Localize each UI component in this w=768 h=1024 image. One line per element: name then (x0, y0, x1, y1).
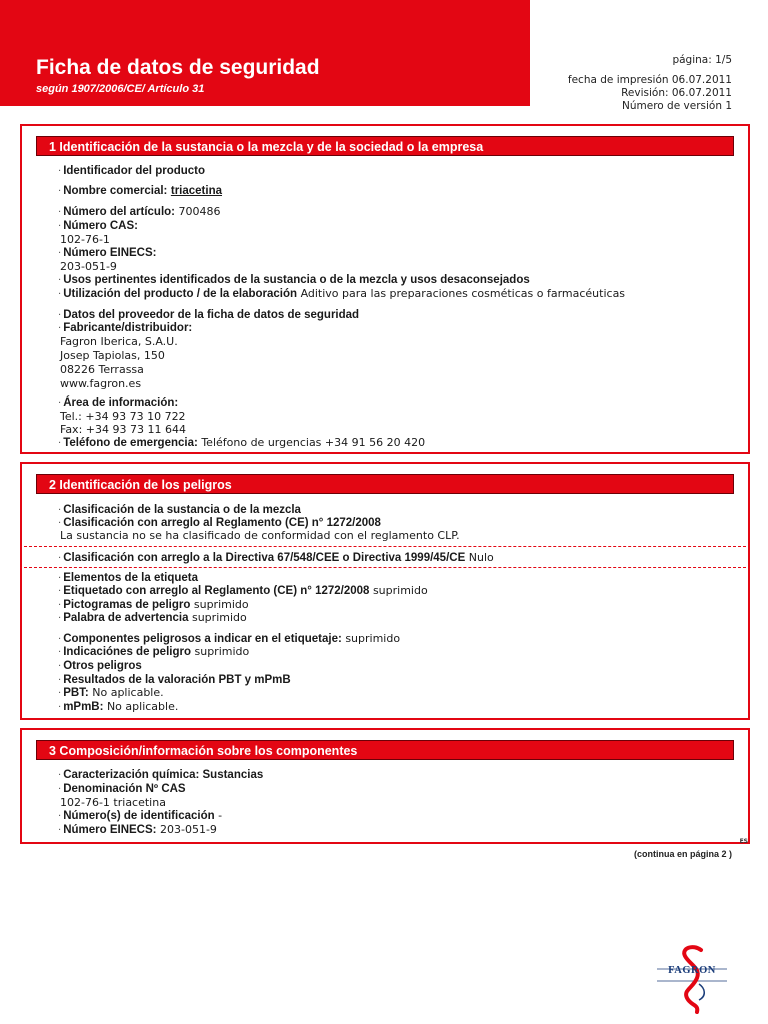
section-2-title: 2 Identificación de los peligros (36, 474, 734, 494)
section-1-title: 1 Identificación de la sustancia o la mezcla y de la sociedad o la empresa (36, 136, 734, 156)
fagron-logo-mark (653, 944, 731, 1016)
labelling-regulation: · Etiquetado con arreglo al Reglamento (CE) n° 1272/2008 suprimido (58, 584, 428, 597)
logo-text: FAGRON (668, 965, 716, 976)
manufacturer-label: · Fabricante/distribuidor: (58, 322, 193, 334)
document-subtitle: según 1907/2006/CE/ Artículo 31 (36, 83, 205, 95)
einecs-number: · Número EINECS: 203-051-9 (58, 823, 217, 836)
cas-number-label: · Número CAS: (58, 220, 138, 232)
pbt-value: · PBT: No aplicable. (58, 686, 164, 699)
label-elements: · Elementos de la etiqueta (58, 572, 199, 584)
header-banner (0, 0, 530, 106)
page-number: página: 1/5 (672, 54, 732, 66)
section-3-title: 3 Composición/información sobre los componentes (36, 740, 734, 760)
company-website[interactable]: www.fagron.es (60, 377, 142, 390)
section-3 (20, 728, 750, 844)
dashed-divider (24, 567, 746, 568)
chemical-characterization: · Caracterización química: Sustancias (58, 769, 264, 781)
page-info (568, 54, 732, 113)
directive-classification: · Clasificación con arreglo a la Directiva 67/548/CEE o Directiva 1999/45/CE Nulo (58, 551, 494, 564)
identified-uses: · Usos pertinentes identificados de la sustancia o de la mezcla y usos desaconsejados (58, 274, 530, 286)
continued-note: (continua en página 2 ) (633, 849, 732, 859)
einecs-label: · Número EINECS: (58, 247, 157, 259)
company-city: 08226 Terrassa (60, 363, 144, 376)
trade-name: · Nombre comercial: triacetina (58, 185, 223, 197)
clp-classification: · Clasificación con arreglo al Reglamento (CE) n° 1272/2008 (58, 517, 381, 529)
denomination-value: 102-76-1 triacetina (60, 796, 166, 809)
supplier-details: · Datos del proveedor de la ficha de datos de seguridad (58, 309, 360, 321)
print-date: fecha de impresión 06.07.2011 (567, 74, 732, 86)
language-code: ES (739, 838, 748, 845)
section-1 (20, 124, 750, 454)
mpmb-value: · mPmB: No aplicable. (58, 700, 179, 713)
dashed-divider (24, 546, 746, 547)
emergency-phone: · Teléfono de emergencia: Teléfono de urgencias +34 91 56 20 420 (58, 436, 426, 449)
company-street: Josep Tapiolas, 150 (60, 349, 165, 362)
document-title: Ficha de datos de seguridad (36, 56, 320, 79)
fax-number: Fax: +34 93 73 11 644 (60, 423, 186, 436)
section-2 (20, 462, 750, 720)
product-utilization: · Utilización del producto / de la elaboración Aditivo para las preparaciones cosméticas o farmacéuticas (58, 287, 626, 300)
cas-number-value: 102-76-1 (60, 233, 110, 246)
product-identifier: · Identificador del producto (58, 165, 206, 177)
revision-date: Revisión: 06.07.2011 (621, 87, 732, 99)
identification-numbers: · Número(s) de identificación - (58, 809, 223, 822)
classification-label: · Clasificación de la sustancia o de la mezcla (58, 504, 301, 516)
phone-number: Tel.: +34 93 73 10 722 (60, 410, 186, 423)
pbt-results: · Resultados de la valoración PBT y mPmB (58, 674, 291, 686)
article-number: · Número del artículo: 700486 (58, 205, 221, 218)
company-name: Fagron Iberica, S.A.U. (60, 335, 178, 348)
clp-classification-text: La sustancia no se ha clasificado de conformidad con el reglamento CLP. (60, 529, 460, 542)
denomination-label: · Denominación Nº CAS (58, 783, 186, 795)
einecs-value: 203-051-9 (60, 260, 117, 273)
hazard-statements: · Indicaciónes de peligro suprimido (58, 645, 250, 658)
hazard-pictograms: · Pictogramas de peligro suprimido (58, 598, 249, 611)
info-area-label: · Área de información: (58, 397, 179, 409)
hazardous-components: · Componentes peligrosos a indicar en el etiquetaje: suprimido (58, 632, 401, 645)
version-number: Número de versión 1 (622, 100, 732, 112)
other-hazards: · Otros peligros (58, 660, 142, 672)
fagron-logo (653, 944, 731, 1016)
signal-word: · Palabra de advertencia suprimido (58, 611, 247, 624)
